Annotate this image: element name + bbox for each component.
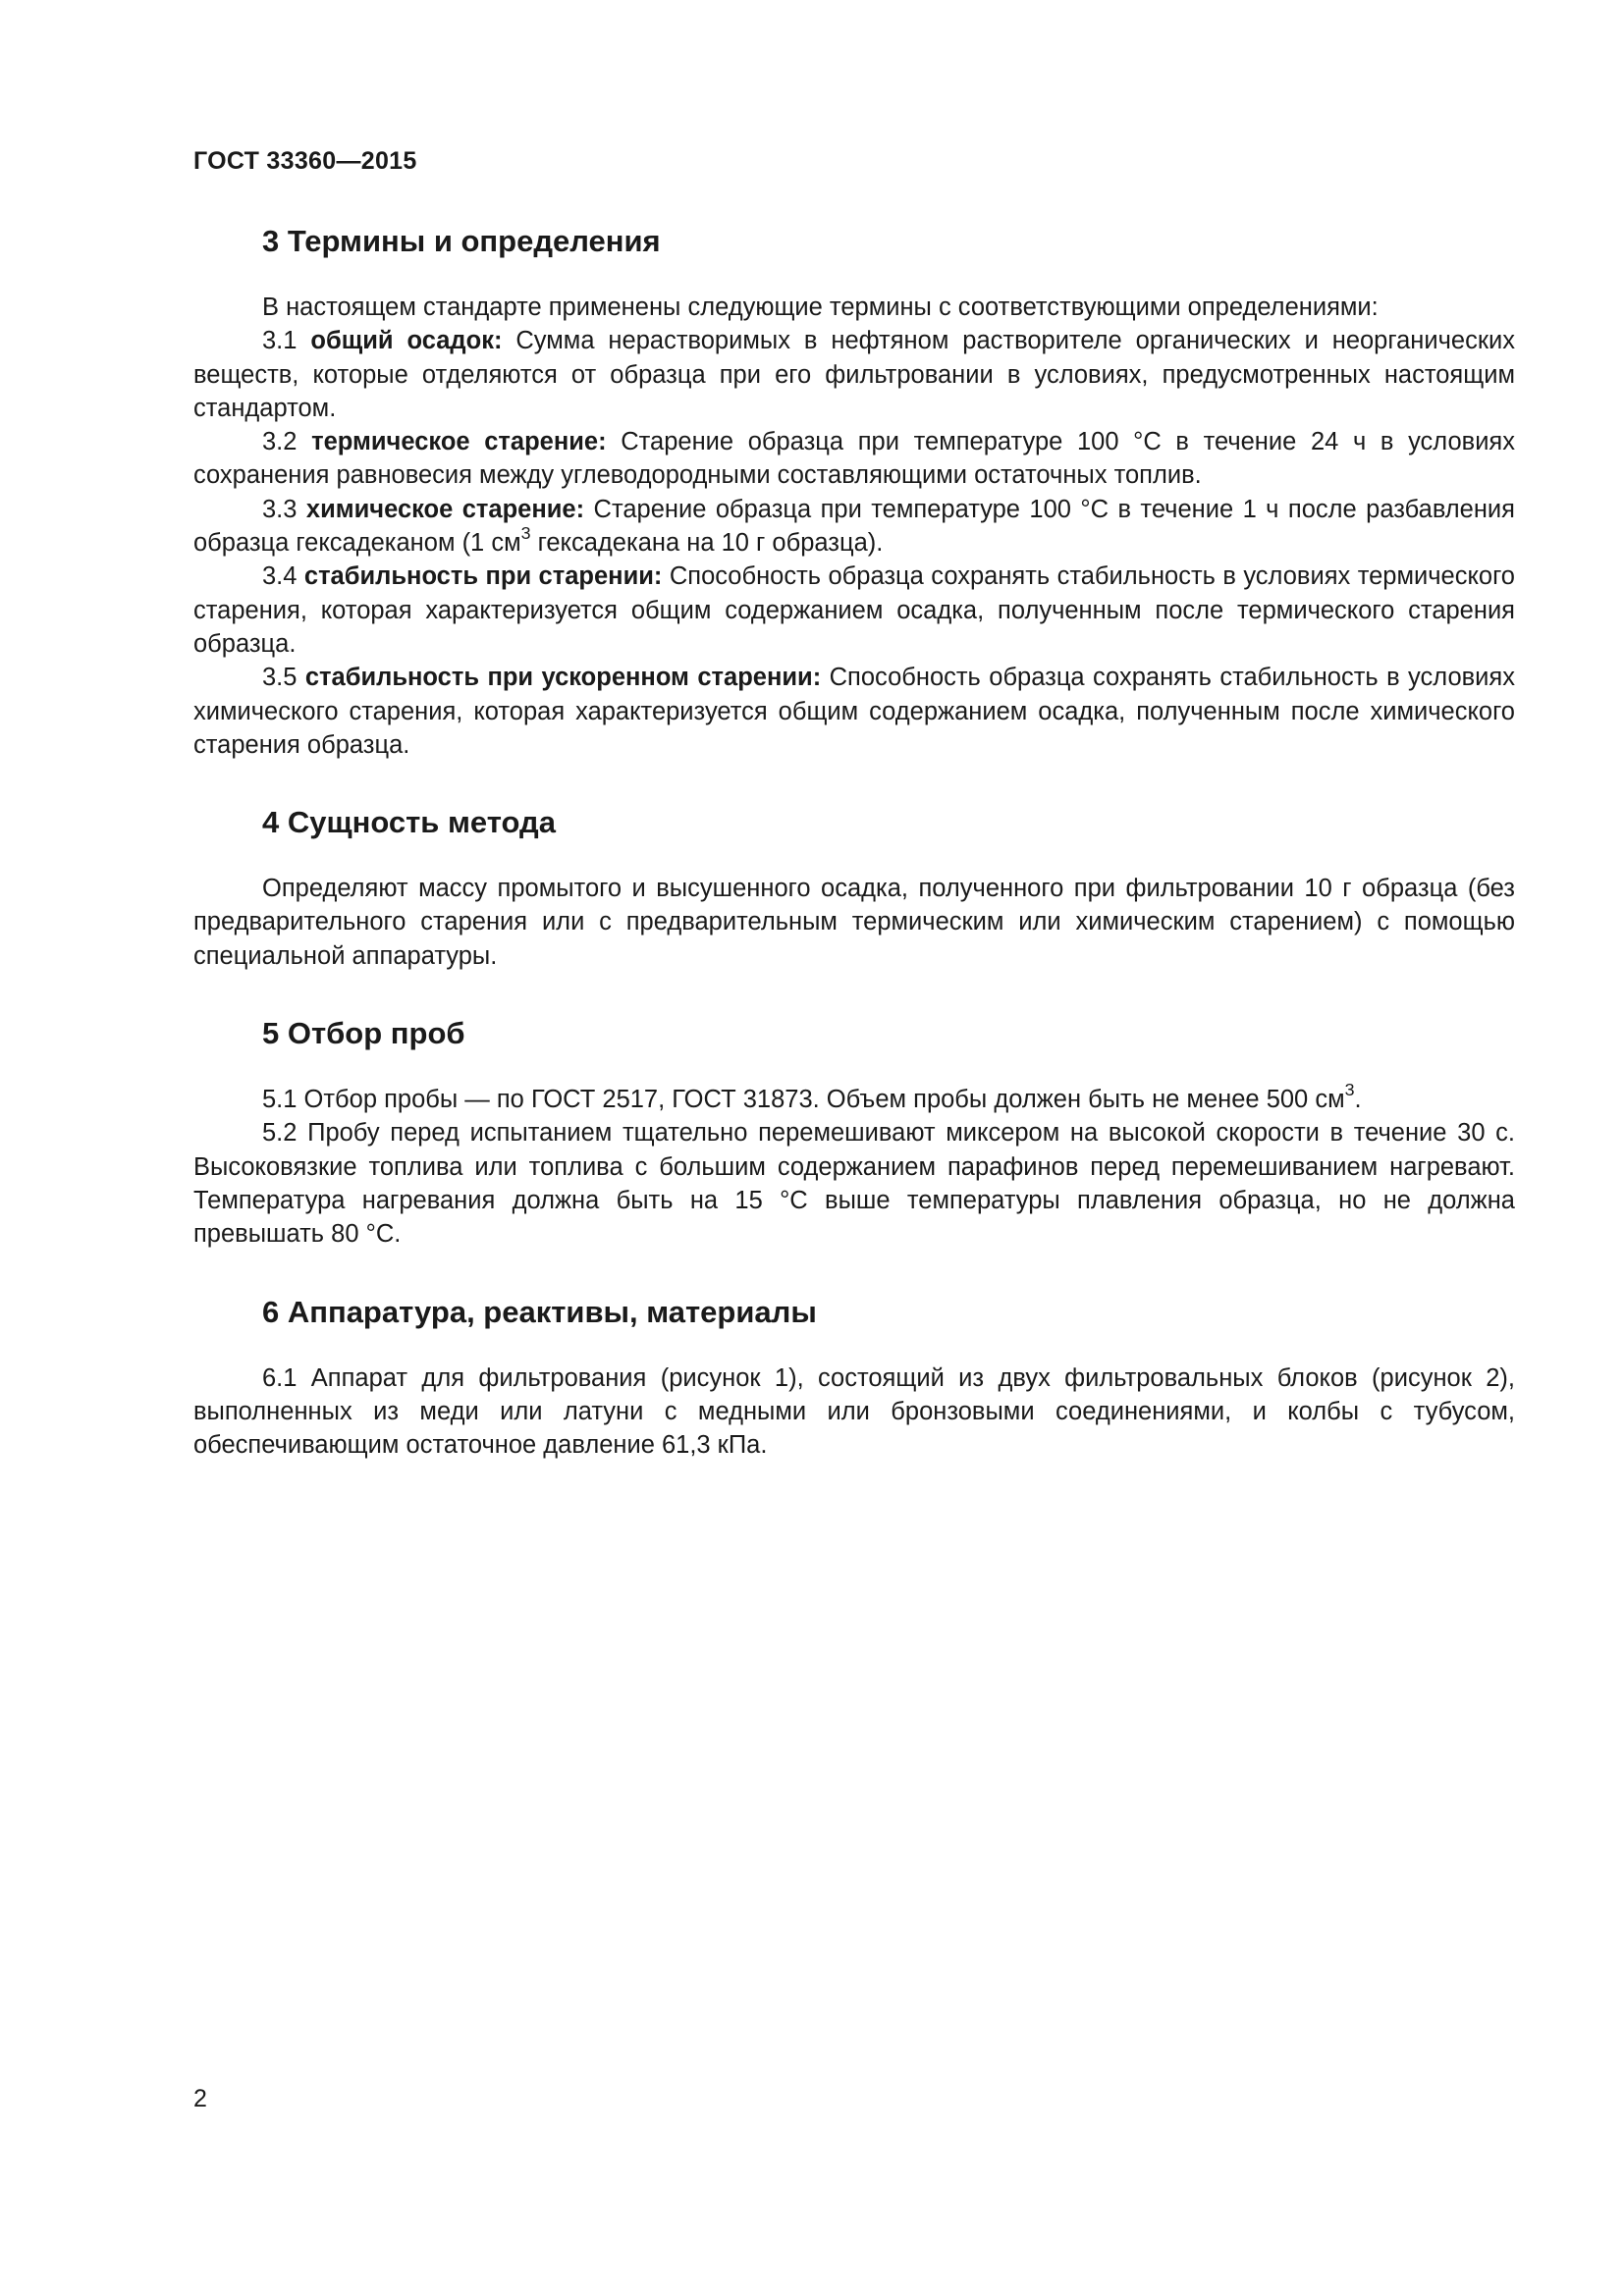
term-name: термическое старение: [311,428,607,456]
clause-text: 5.1 Отбор пробы — по ГОСТ 2517, ГОСТ 31873. Объем пробы должен быть не менее 500 см [262,1086,1345,1114]
term-name: химическое старение: [305,495,585,523]
term-number: 3.5 [262,664,305,692]
term-3-4 [193,560,1515,661]
term-definition: Старение образца при температуре 100 °С в течение 1 ч после разбавления образца гексадеканом (1 см [193,495,1515,558]
document-header-code: ГОСТ 33360—2015 [193,147,417,175]
section-4-title: 4 Сущность метода [262,805,556,840]
clause-5-2: 5.2 Пробу перед испытанием тщательно перемешивают миксером на высокой скорости в течение 30 с. Высоковязкие топлива или топлива с большим содержанием парафинов перед перемешиванием нагревают. Температура нагревания должна быть на 15 °С выше температуры плавления образца, но не должна превышать 80 °С. [193,1119,1515,1249]
term-definition: Способность образца сохранять стабильность в условиях термического старения, которая характеризуется общим содержанием осадка, полученным после термического старения образца. [193,562,1515,658]
term-definition: Старение образца при температуре 100 °С в течение 24 ч в условиях сохранения равновесия между углеводородными составляющими остаточных топлив. [193,428,1515,490]
section-3-intro: В настоящем стандарте применены следующие термины с соответствующими определениями: [262,294,1379,321]
page-number: 2 [193,2085,207,2112]
term-number: 3.2 [262,428,312,456]
section-6-title: 6 Аппаратура, реактивы, материалы [262,1294,817,1329]
section-4-paragraph: Определяют массу промытого и высушенного осадка, полученного при фильтровании 10 г образца (без предварительного старения или с предварительным термическим или химическим старением) с помощью специальной аппаратуры. [193,875,1515,970]
term-number: 3.3 [262,495,306,523]
term-name: стабильность при старении: [303,562,663,591]
clause-6-1: 6.1 Аппарат для фильтрования (рисунок 1), состоящий из двух фильтровальных блоков (рисунок 2), выполненных из меди или латуни с медными или бронзовыми соединениями, и колбы с тубусом, обеспечивающим остаточное давление 61,3 кПа. [193,1363,1515,1460]
term-name: стабильность при ускоренном старении: [304,664,822,692]
clause-text-end: . [1354,1086,1362,1114]
term-3-5 [193,661,1515,762]
superscript-3: 3 [520,522,531,543]
term-definition-cont: гексадекана на 10 г образца). [530,529,884,558]
term-3-1 [193,324,1515,425]
term-number: 3.4 [262,562,304,591]
term-3-2 [193,425,1515,493]
term-3-3 [193,493,1515,561]
term-number: 3.1 [262,327,311,355]
section-5-title: 5 Отбор проб [262,1016,465,1051]
term-name: общий осадок: [310,327,503,355]
section-3-title: 3 Термины и определения [262,224,661,258]
superscript-3: 3 [1344,1079,1355,1099]
term-definition: Сумма нерастворимых в нефтяном растворителе органических и неорганических веществ, которые отделяются от образца при его фильтровании в условиях, предусмотренных настоящим стандартом. [193,327,1515,422]
term-definition: Способность образца сохранять стабильность в условиях химического старения, которая характеризуется общим содержанием осадка, полученным после химического старения образца. [193,664,1515,759]
document-body [193,222,1515,1462]
clause-5-1 [193,1079,1515,1116]
